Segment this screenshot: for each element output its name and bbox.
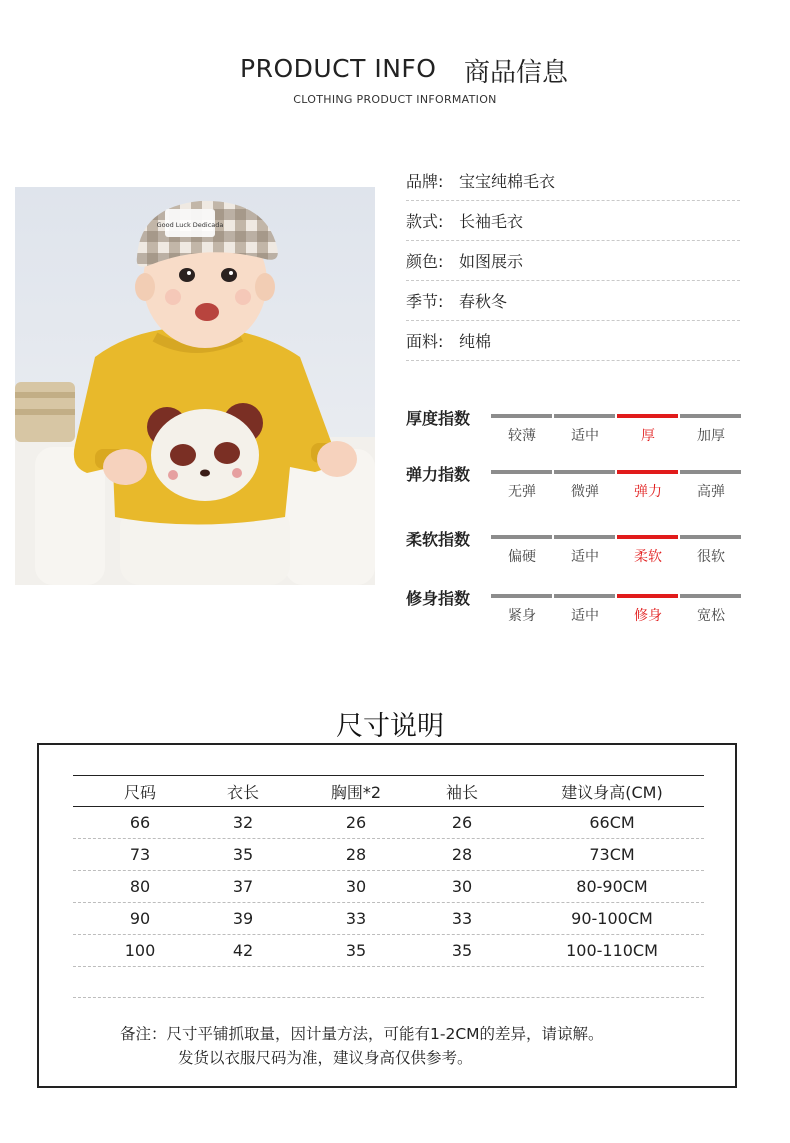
table-row-rule	[73, 870, 704, 871]
index-option: 适中	[571, 608, 599, 624]
info-row	[406, 200, 740, 241]
table-cell: 33	[345, 909, 367, 928]
table-row-rule	[73, 902, 704, 903]
table-cell: 35	[345, 941, 367, 960]
index-segment	[554, 470, 615, 474]
table-header-cell: 袖长	[445, 783, 478, 802]
table-header-cell: 建议身高(CM)	[561, 783, 663, 802]
table-cell: 80	[129, 877, 151, 896]
index-option: 宽松	[697, 608, 725, 624]
index-segment	[617, 470, 678, 474]
index-segment	[554, 414, 615, 418]
index-segment	[491, 414, 552, 418]
table-cell: 73CM	[589, 845, 635, 864]
index-segment	[554, 535, 615, 539]
table-cell: 37	[232, 877, 254, 896]
note-line-2: 发货以衣服尺码为准，建议身高仅供参考。	[178, 1049, 473, 1067]
index-option: 加厚	[697, 428, 725, 444]
table-cell: 30	[451, 877, 473, 896]
table-cell: 80-90CM	[576, 877, 648, 896]
title-english: PRODUCT INFO	[240, 54, 437, 83]
table-cell: 90-100CM	[571, 909, 653, 928]
table-cell: 26	[451, 813, 473, 832]
table-header-rule	[73, 806, 704, 807]
product-photo	[15, 187, 375, 585]
index-option: 紧身	[508, 608, 536, 624]
index-label: 厚度指数	[406, 409, 471, 428]
info-row	[406, 160, 740, 201]
info-label: 款式:	[406, 212, 444, 231]
index-segment	[491, 535, 552, 539]
table-cell: 33	[451, 909, 473, 928]
info-value: 长袖毛衣	[459, 212, 524, 231]
table-cell: 30	[345, 877, 367, 896]
table-cell: 26	[345, 813, 367, 832]
index-segment	[554, 594, 615, 598]
table-cell: 66	[129, 813, 151, 832]
table-header-cell: 胸围*2	[330, 783, 382, 802]
info-value: 春秋冬	[459, 292, 508, 311]
table-cell: 28	[345, 845, 367, 864]
size-title: 尺寸说明	[336, 711, 444, 742]
index-segment	[617, 535, 678, 539]
table-cell: 73	[129, 845, 151, 864]
table-cell: 90	[129, 909, 151, 928]
hat-text: Good Luck Dedicada	[156, 221, 224, 229]
baby-sweater-illustration	[15, 187, 375, 585]
index-option: 无弹	[508, 484, 536, 500]
info-label: 品牌:	[406, 172, 444, 191]
table-cell: 42	[232, 941, 254, 960]
note-line-1: 备注：尺寸平铺抓取量，因计量方法，可能有1-2CM的差异，请谅解。	[120, 1025, 604, 1043]
info-label: 面料:	[406, 332, 444, 351]
table-cell: 66CM	[589, 813, 635, 832]
index-label: 修身指数	[406, 589, 471, 608]
table-cell: 100-110CM	[566, 941, 658, 960]
table-cell: 35	[232, 845, 254, 864]
table-cell: 32	[232, 813, 254, 832]
table-cell: 39	[232, 909, 254, 928]
table-cell: 35	[451, 941, 473, 960]
table-cell: 100	[124, 941, 156, 960]
table-row-rule	[73, 838, 704, 839]
info-label: 季节:	[406, 292, 444, 311]
title-chinese: 商品信息	[464, 58, 569, 88]
index-segment	[491, 594, 552, 598]
table-row-rule	[73, 934, 704, 935]
index-option: 适中	[571, 549, 599, 565]
index-label: 弹力指数	[406, 465, 471, 484]
table-header-cell: 尺码	[123, 783, 156, 802]
index-option: 修身	[634, 608, 662, 624]
index-segment	[680, 594, 741, 598]
info-value: 纯棉	[459, 332, 492, 351]
info-row	[406, 320, 740, 361]
index-option: 很软	[697, 549, 725, 565]
index-label: 柔软指数	[406, 530, 471, 549]
index-option: 偏硬	[508, 549, 536, 565]
index-segment	[680, 470, 741, 474]
index-segment	[617, 594, 678, 598]
index-segment	[617, 414, 678, 418]
table-top-rule	[73, 775, 704, 776]
index-option: 高弹	[697, 484, 725, 500]
index-option: 较薄	[508, 428, 536, 444]
info-value: 如图展示	[459, 252, 524, 271]
table-header-cell: 衣长	[226, 783, 259, 802]
table-bottom-rule	[73, 997, 704, 998]
index-option: 微弹	[571, 484, 599, 500]
table-row-rule	[73, 966, 704, 967]
info-row	[406, 240, 740, 281]
index-option: 弹力	[634, 484, 662, 500]
info-value: 宝宝纯棉毛衣	[459, 172, 556, 191]
index-option: 厚	[641, 428, 655, 444]
index-segment	[680, 535, 741, 539]
table-cell: 28	[451, 845, 473, 864]
index-segment	[680, 414, 741, 418]
index-segment	[491, 470, 552, 474]
info-row	[406, 280, 740, 321]
info-label: 颜色:	[406, 252, 444, 271]
subtitle: CLOTHING PRODUCT INFORMATION	[293, 93, 497, 106]
index-option: 柔软	[634, 549, 662, 565]
index-option: 适中	[571, 428, 599, 444]
